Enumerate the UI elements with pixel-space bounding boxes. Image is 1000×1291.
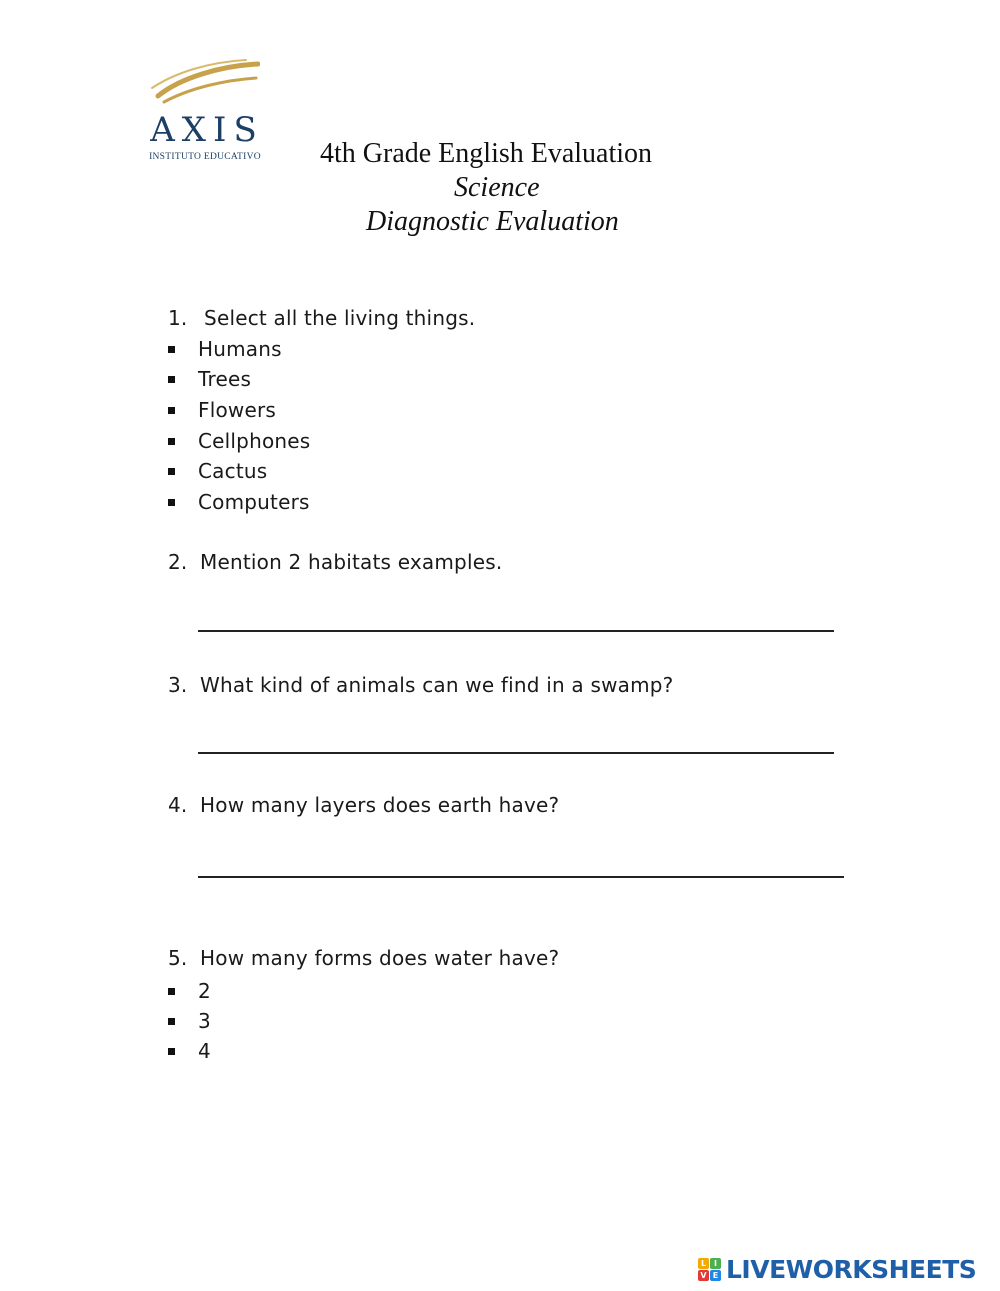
option-label: Cactus <box>198 459 268 483</box>
answer-line-4[interactable] <box>198 876 844 878</box>
option-label: Computers <box>198 490 310 514</box>
liveworksheets-wordmark: LIVEWORKSHEETS <box>726 1255 977 1284</box>
icon-letter: L <box>698 1258 709 1269</box>
bullet-icon <box>168 407 175 414</box>
question-text: Select all the living things. <box>204 306 476 330</box>
document-title: 4th Grade English Evaluation <box>320 138 653 169</box>
question-text: Mention 2 habitats examples. <box>200 550 503 574</box>
logo-wordmark: AXIS <box>150 110 264 150</box>
bullet-icon <box>168 988 175 995</box>
option-label: 3 <box>198 1009 211 1033</box>
swoosh-icon <box>150 58 260 106</box>
bullet-icon <box>168 346 175 353</box>
icon-letter: I <box>710 1258 721 1269</box>
question-2-prompt <box>168 550 502 574</box>
bullet-icon <box>168 438 175 445</box>
liveworksheets-logo[interactable] <box>698 1255 994 1285</box>
option-label: 2 <box>198 979 211 1003</box>
question-number: 3. <box>168 673 188 697</box>
question-4-prompt <box>168 793 559 817</box>
bullet-icon <box>168 376 175 383</box>
logo-subtitle: INSTITUTO EDUCATIVO <box>149 152 261 162</box>
question-text: What kind of animals can we find in a swamp? <box>200 673 674 697</box>
icon-letter: E <box>710 1270 721 1281</box>
question-3-prompt <box>168 673 673 697</box>
question-5-prompt <box>168 946 559 970</box>
question-text: How many forms does water have? <box>200 946 560 970</box>
question-text: How many layers does earth have? <box>200 793 560 817</box>
bullet-icon <box>168 1048 175 1055</box>
question-number: 1. <box>168 306 188 330</box>
option-label: Trees <box>198 367 252 391</box>
bullet-icon <box>168 468 175 475</box>
icon-letter: V <box>698 1270 709 1281</box>
answer-line-2[interactable] <box>198 630 834 632</box>
question-1-prompt <box>168 306 475 330</box>
evaluation-type: Diagnostic Evaluation <box>366 206 619 237</box>
school-logo <box>140 58 270 168</box>
option-label: Humans <box>198 337 282 361</box>
bullet-icon <box>168 499 175 506</box>
question-number: 4. <box>168 793 188 817</box>
question-number: 2. <box>168 550 188 574</box>
question-number: 5. <box>168 946 188 970</box>
option-label: Flowers <box>198 398 277 422</box>
option-label: 4 <box>198 1039 211 1063</box>
document-subject: Science <box>454 172 540 203</box>
answer-line-3[interactable] <box>198 752 834 754</box>
bullet-icon <box>168 1018 175 1025</box>
option-label: Cellphones <box>198 429 311 453</box>
liveworksheets-icon <box>698 1258 722 1282</box>
